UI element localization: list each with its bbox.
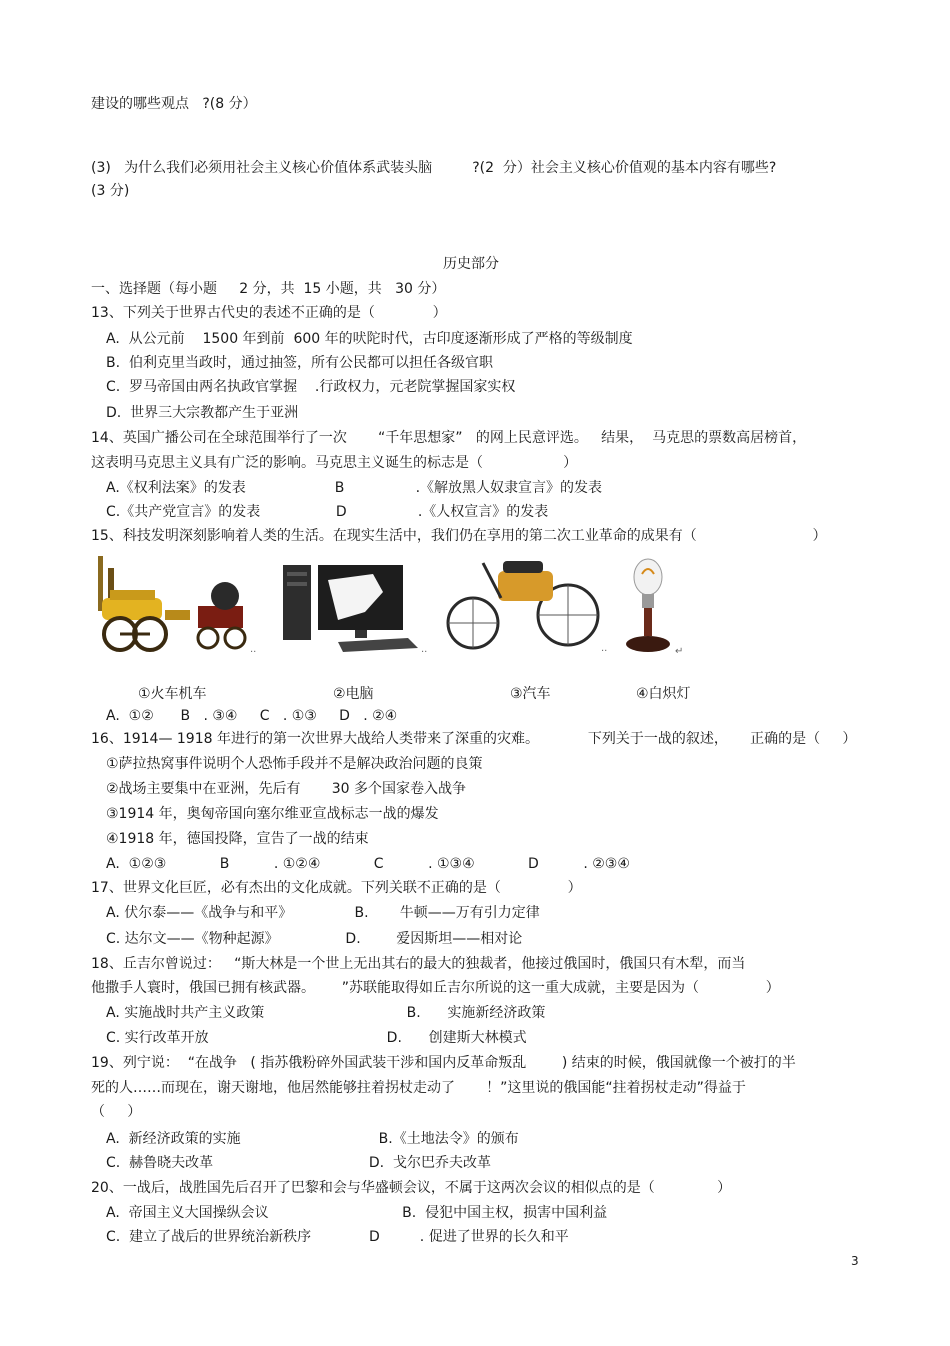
question-14-stem-1: 14、英国广播公司在全球范围举行了一次 “千年思想家” 的网上民意评选。 结果， 马克思的票数高居榜首， <box>91 430 807 446</box>
question-20-options-ab: A. 帝国主义大国操纵会议 B. 侵犯中国主权，损害中国利益 <box>106 1205 608 1221</box>
question-14-options-ab: A.《权利法案》的发表 B .《解放黑人奴隶宣言》的发表 <box>106 480 603 496</box>
question-13-option-a: A. 从公元前 1500 年到前 600 年的吠陀时代，古印度逐渐形成了严格的等级制度 <box>106 331 633 347</box>
question-15-stem: 15、科技发明深刻影响着人类的生活。在现实生活中，我们仍在享用的第二次工业革命的成果有（ ） <box>91 528 827 544</box>
question-16-statement-3: ③1914 年，奥匈帝国向塞尔维亚宣战标志一战的爆发 <box>106 806 439 822</box>
part-heading: 一、选择题（每小题 2 分，共 15 小题，共 30 分） <box>91 281 446 297</box>
image-label-locomotive: ①火车机车 <box>138 686 207 702</box>
svg-text:..: .. <box>601 643 608 653</box>
question-16-statement-2: ②战场主要集中在亚洲，先后有 30 多个国家卷入战争 <box>106 781 466 797</box>
question-17-stem: 17、世界文化巨匠，必有杰出的文化成就。下列关联不正确的是（ ） <box>91 880 582 896</box>
question-13-option-b: B. 伯利克里当政时，通过抽签，所有公民都可以担任各级官职 <box>106 355 493 371</box>
question-20-options-cd: C. 建立了战后的世界统治新秩序 D . 促进了世界的长久和平 <box>106 1229 569 1245</box>
section-title: 历史部分 <box>443 256 499 272</box>
question-16-options: A. ①②③ B . ①②④ C . ①③④ D . ②③④ <box>106 856 630 872</box>
page-number: 3 <box>851 1254 859 1268</box>
question-13-stem: 13、下列关于世界古代史的表述不正确的是（ ） <box>91 305 447 321</box>
question-18-options-ab: A. 实施战时共产主义政策 B. 实施新经济政策 <box>106 1005 546 1021</box>
image-label-car: ③汽车 <box>510 686 551 702</box>
computer-image <box>283 560 433 655</box>
svg-text:↵: ↵ <box>675 646 684 657</box>
question-18-options-cd: C. 实行改革开放 D. 创建斯大林模式 <box>106 1030 527 1046</box>
question-15-options: A. ①② B . ③④ C . ①③ D . ②④ <box>106 708 398 724</box>
question-16-stem: 16、1914— 1918 年进行的第一次世界大战给人类带来了深重的灾难。 下列关于一战的叙述， 正确的是（ ） <box>91 731 857 747</box>
question-14-stem-2: 这表明马克思主义具有广泛的影响。马克思主义诞生的标志是（ ） <box>91 455 578 471</box>
light-bulb-image <box>620 552 690 662</box>
question-17-options-ab: A. 伏尔泰——《战争与和平》 B. 牛顿——万有引力定律 <box>106 905 540 921</box>
image-label-light-bulb: ④白炽灯 <box>636 686 691 702</box>
question-19-options-ab: A. 新经济政策的实施 B.《土地法令》的颁布 <box>106 1131 519 1147</box>
text-line: 建设的哪些观点 ?(8 分） <box>91 96 257 112</box>
question-17-options-cd: C. 达尔文——《物种起源》 D. 爱因斯坦——相对论 <box>106 931 523 947</box>
svg-text:..: .. <box>421 644 428 655</box>
question-16-statement-4: ④1918 年，德国投降，宣告了一战的结束 <box>106 831 369 847</box>
image-label-computer: ②电脑 <box>333 686 374 702</box>
question-16-statement-1: ①萨拉热窝事件说明个人恐怖手段并不是解决政治问题的良策 <box>106 756 483 772</box>
question-3-line2: (3 分) <box>91 183 130 199</box>
question-3-line1: (3) 为什么我们必须用社会主义核心价值体系武装头脑 ?(2 分）社会主义核心价值观的基本内容有哪些? <box>91 160 777 176</box>
svg-text:..: .. <box>250 644 257 655</box>
question-19-stem-2: 死的人……而现在，谢天谢地，他居然能够拄着拐杖走动了 ！”这里说的俄国能“拄着拐杖走动”得益于 <box>91 1080 746 1096</box>
question-13-option-c: C. 罗马帝国由两名执政官掌握 .行政权力，元老院掌握国家实权 <box>106 379 516 395</box>
steam-locomotive-image <box>90 548 265 658</box>
question-19-options-cd: C. 赫鲁晓夫改革 D. 戈尔巴乔夫改革 <box>106 1155 492 1171</box>
question-18-stem-1: 18、丘吉尔曾说过： “斯大林是一个世上无出其右的最大的独裁者，他接过俄国时，俄国只有木犁，而当 <box>91 956 746 972</box>
question-13-option-d: D. 世界三大宗教都产生于亚洲 <box>106 405 299 421</box>
car-image <box>443 553 613 653</box>
question-20-stem: 20、一战后，战胜国先后召开了巴黎和会与华盛顿会议，不属于这两次会议的相似点的是（ ） <box>91 1180 732 1196</box>
question-19-stem-3: （ ） <box>91 1104 142 1120</box>
question-18-stem-2: 他撒手人寰时，俄国已拥有核武器。 ”苏联能取得如丘吉尔所说的这一重大成就，主要是因为（ ） <box>91 980 780 996</box>
question-14-options-cd: C.《共产党宣言》的发表 D .《人权宣言》的发表 <box>106 504 549 520</box>
question-19-stem-1: 19、列宁说： “在战争 ( 指苏俄粉碎外国武装干涉和国内反革命叛乱 ) 结束的时候，俄国就像一个被打的半 <box>91 1055 796 1071</box>
